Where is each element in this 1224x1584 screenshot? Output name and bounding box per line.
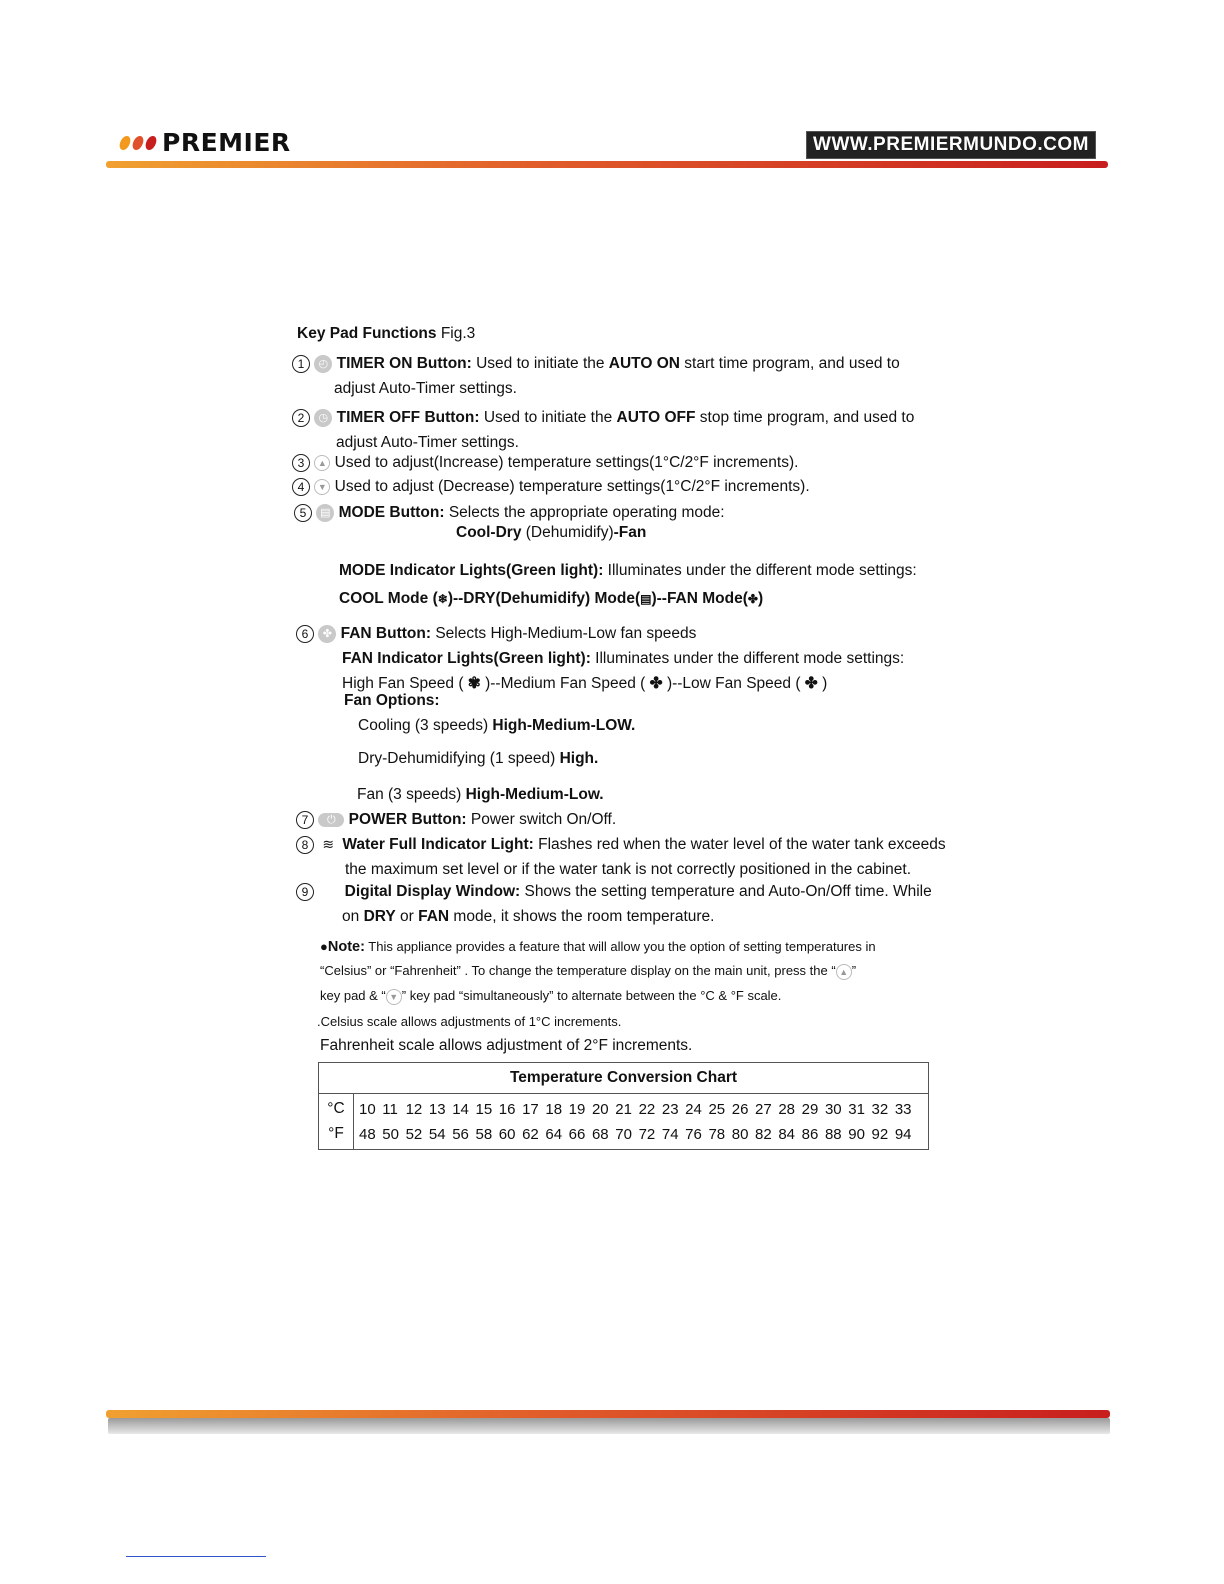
item-text: start time program, and used to — [680, 355, 900, 372]
logo-dots — [120, 136, 156, 150]
item-text: Used to adjust(Increase) temperature settings(1°C/2°F increments). — [334, 454, 799, 471]
table-cell: 76 — [685, 1126, 702, 1143]
timer-on-icon: ◴ — [314, 355, 332, 373]
item-label: MODE Button: — [338, 504, 445, 521]
celsius-row — [359, 1101, 918, 1118]
table-cell: 18 — [545, 1101, 563, 1118]
fan-options-label: Fan Options: — [344, 692, 440, 709]
item-label: Digital Display Window: — [344, 883, 521, 900]
table-cell: 94 — [894, 1126, 912, 1143]
fan-high-icon: ✾ — [467, 675, 481, 692]
table-cell: 14 — [452, 1101, 469, 1118]
item-label: TIMER ON Button: — [336, 355, 472, 372]
fan-mode-icon: ✤ — [747, 592, 758, 606]
fan-label: FAN — [418, 908, 450, 925]
table-cell: 82 — [755, 1126, 772, 1143]
item-water-full-line2: the maximum set level or if the water tank is not correctly positioned in the cabinet. — [345, 861, 912, 878]
table-cell: 12 — [405, 1101, 423, 1118]
item-power — [296, 810, 616, 829]
note-text: This appliance provides a feature that will allow you the option of setting temperatures in — [364, 939, 876, 954]
fan-low-icon: ✤ — [804, 675, 818, 692]
item-text: Selects the appropriate operating mode: — [444, 504, 725, 521]
note-celsius: .Celsius scale allows adjustments of 1°C increments. — [317, 1014, 622, 1029]
note-text: key pad & “ — [320, 988, 386, 1003]
table-cell: 84 — [778, 1126, 796, 1143]
title-text: Key Pad Functions — [297, 325, 437, 342]
fig-ref: Fig.3 — [436, 325, 476, 342]
item-timer-on — [292, 354, 900, 373]
table-cell: 25 — [708, 1101, 726, 1118]
item-text: Used to initiate the — [471, 355, 609, 372]
table-cell: 30 — [824, 1101, 842, 1118]
up-arrow-icon: ▲ — [314, 455, 330, 471]
item-number: 3 — [292, 454, 310, 472]
item-text: Flashes red when the water level of the water tank exceeds — [533, 836, 946, 853]
indicator-label: FAN Indicator Lights(Green light): — [342, 650, 591, 667]
note-line1 — [320, 937, 876, 957]
fan-option-fan — [357, 785, 604, 804]
item-text: Selects High-Medium-Low fan speeds — [431, 625, 697, 642]
item-timer-off-line2: adjust Auto-Timer settings. — [336, 434, 519, 451]
option-speeds: High-Medium-LOW. — [492, 717, 636, 734]
table-cell: 58 — [475, 1126, 493, 1143]
option-speeds: High-Medium-Low. — [465, 786, 604, 803]
table-cell: 21 — [615, 1101, 632, 1118]
table-cell: 28 — [778, 1101, 796, 1118]
text: mode, it shows the room temperature. — [449, 908, 715, 925]
fahrenheit-row — [359, 1126, 918, 1143]
item-water-full — [296, 835, 946, 854]
item-increase — [292, 453, 798, 472]
brand-name: PREMIER — [162, 128, 291, 157]
up-arrow-icon: ▲ — [836, 964, 852, 980]
footer-divider-shadow — [108, 1418, 1110, 1434]
table-cell: 33 — [894, 1101, 912, 1118]
table-cell: 22 — [638, 1101, 656, 1118]
footer-divider — [106, 1410, 1110, 1418]
indicator-text: Illuminates under the different mode settings: — [590, 650, 905, 667]
table-cell: 15 — [475, 1101, 493, 1118]
option-text: Fan (3 speeds) — [357, 786, 466, 803]
footer-link-underline[interactable] — [126, 1556, 266, 1557]
table-cell: 86 — [801, 1126, 819, 1143]
temperature-conversion-table — [318, 1062, 929, 1150]
high-speed-text: High Fan Speed ( — [342, 675, 468, 692]
item-display-line2 — [342, 907, 714, 926]
section-title — [297, 324, 475, 343]
table-cell: 64 — [545, 1126, 563, 1143]
cool-mode-text: COOL Mode ( — [339, 590, 438, 607]
item-text: stop time program, and used to — [695, 409, 915, 426]
table-cell: 60 — [498, 1126, 516, 1143]
header-divider — [106, 161, 1108, 168]
item-display — [296, 882, 932, 901]
item-text: Shows the setting temperature and Auto-On/Off time. While — [520, 883, 932, 900]
fan-option-cooling — [358, 716, 635, 735]
option-text: Dry-Dehumidifying (1 speed) — [358, 750, 560, 767]
item-mode — [294, 503, 725, 522]
table-cell: 78 — [708, 1126, 726, 1143]
premier-logo — [120, 128, 291, 157]
paren-close: ) — [757, 590, 764, 607]
table-cell: 66 — [568, 1126, 586, 1143]
table-cell: 62 — [522, 1126, 539, 1143]
item-label: POWER Button: — [348, 811, 467, 828]
item-timer-off — [292, 408, 914, 427]
table-cell: 70 — [615, 1126, 632, 1143]
item-fan — [296, 624, 696, 643]
table-cell: 74 — [661, 1126, 679, 1143]
mode-sequence — [456, 523, 646, 542]
item-number: 9 — [296, 883, 314, 901]
option-speeds: High. — [559, 750, 599, 767]
table-cell: 20 — [591, 1101, 609, 1118]
item-timer-on-line2: adjust Auto-Timer settings. — [334, 380, 517, 397]
table-cell: 68 — [591, 1126, 609, 1143]
item-text: Used to adjust (Decrease) temperature settings(1°C/2°F increments). — [334, 478, 810, 495]
item-decrease — [292, 477, 810, 496]
down-arrow-icon: ▼ — [386, 989, 402, 1005]
table-cell: 11 — [382, 1101, 398, 1118]
fan-medium-icon: ✤ — [649, 675, 663, 692]
table-cell: 26 — [731, 1101, 749, 1118]
mode-fan: -Fan — [613, 524, 647, 541]
bullet-icon: ● — [320, 939, 328, 954]
table-cell: 17 — [522, 1101, 539, 1118]
note-quote: ” — [851, 963, 857, 978]
mode-cool-dry: Cool-Dry — [456, 524, 522, 541]
item-number: 8 — [296, 836, 314, 854]
table-cell: 19 — [568, 1101, 586, 1118]
item-number: 5 — [294, 504, 312, 522]
timer-off-icon: ◷ — [314, 409, 332, 427]
text: on — [342, 908, 364, 925]
item-number: 6 — [296, 625, 314, 643]
table-cell: 54 — [428, 1126, 446, 1143]
low-speed-text: )--Low Fan Speed ( — [662, 675, 805, 692]
table-cell: 80 — [731, 1126, 749, 1143]
item-text: Used to initiate the — [479, 409, 617, 426]
note-text: ” key pad “simultaneously” to alternate between the °C & °F scale. — [401, 988, 782, 1003]
snowflake-icon: ❄ — [437, 592, 448, 606]
table-cell: 29 — [801, 1101, 819, 1118]
item-label: Water Full Indicator Light: — [342, 836, 534, 853]
table-cell: 50 — [382, 1126, 399, 1143]
item-number: 4 — [292, 478, 310, 496]
table-cell: 56 — [452, 1126, 469, 1143]
logo-dot-orange — [118, 136, 132, 150]
option-text: Cooling (3 speeds) — [358, 717, 493, 734]
item-number: 7 — [296, 811, 314, 829]
item-label: FAN Button: — [340, 625, 432, 642]
table-cell: 16 — [498, 1101, 516, 1118]
logo-dot-red — [144, 136, 158, 150]
note-label: Note: — [327, 939, 365, 955]
note-text: “Celsius” or “Fahrenheit” . To change the temperature display on the main unit, press the “ — [320, 963, 836, 978]
mode-icon: ▤ — [316, 504, 334, 522]
fan-button-icon: ✤ — [318, 625, 336, 643]
note-line3 — [320, 986, 781, 1005]
table-cell: 48 — [359, 1126, 376, 1143]
down-arrow-icon: ▼ — [314, 479, 330, 495]
power-icon: ⏻ — [318, 813, 344, 827]
indicator-text: Illuminates under the different mode settings: — [603, 562, 917, 579]
mode-dehumidify: (Dehumidify) — [521, 524, 614, 541]
fan-mode-text: )--FAN Mode( — [651, 590, 748, 607]
indicator-label: MODE Indicator Lights(Green light): — [339, 562, 604, 579]
item-number: 2 — [292, 409, 310, 427]
table-cell: 72 — [638, 1126, 656, 1143]
dehumidify-icon: ▤ — [640, 592, 652, 606]
text: or — [395, 908, 419, 925]
table-cell: 92 — [871, 1126, 889, 1143]
paren-close: ) — [817, 675, 828, 692]
table-cell: 52 — [405, 1126, 423, 1143]
fan-option-dry — [358, 749, 598, 768]
table-cell: 90 — [848, 1126, 865, 1143]
table-cell: 24 — [685, 1101, 702, 1118]
mode-lights — [339, 589, 763, 609]
item-number: 1 — [292, 355, 310, 373]
table-column-divider — [353, 1093, 354, 1149]
dry-label: DRY — [363, 908, 396, 925]
table-cell: 27 — [755, 1101, 772, 1118]
table-title: Temperature Conversion Chart — [319, 1063, 928, 1094]
website-link[interactable]: WWW.PREMIERMUNDO.COM — [806, 131, 1096, 159]
item-bold: AUTO OFF — [616, 409, 696, 426]
fahrenheit-label: °F — [328, 1125, 344, 1142]
table-cell: 31 — [848, 1101, 865, 1118]
fan-indicator — [342, 649, 904, 668]
item-text: Power switch On/Off. — [466, 811, 617, 828]
dry-mode-text: )--DRY(Dehumidify) Mode( — [447, 590, 641, 607]
note-fahrenheit: Fahrenheit scale allows adjustment of 2°F increments. — [320, 1037, 693, 1054]
celsius-label: °C — [327, 1100, 345, 1117]
table-cell: 10 — [359, 1101, 376, 1118]
medium-speed-text: )--Medium Fan Speed ( — [480, 675, 650, 692]
table-cell: 32 — [871, 1101, 889, 1118]
table-cell: 23 — [661, 1101, 679, 1118]
table-cell: 13 — [428, 1101, 446, 1118]
note-line2 — [320, 961, 856, 980]
mode-indicator — [339, 561, 917, 580]
water-full-icon: ≋ — [322, 836, 335, 852]
item-bold: AUTO ON — [608, 355, 680, 372]
table-cell: 88 — [824, 1126, 842, 1143]
logo-dot-red-orange — [131, 136, 145, 150]
item-label: TIMER OFF Button: — [336, 409, 480, 426]
